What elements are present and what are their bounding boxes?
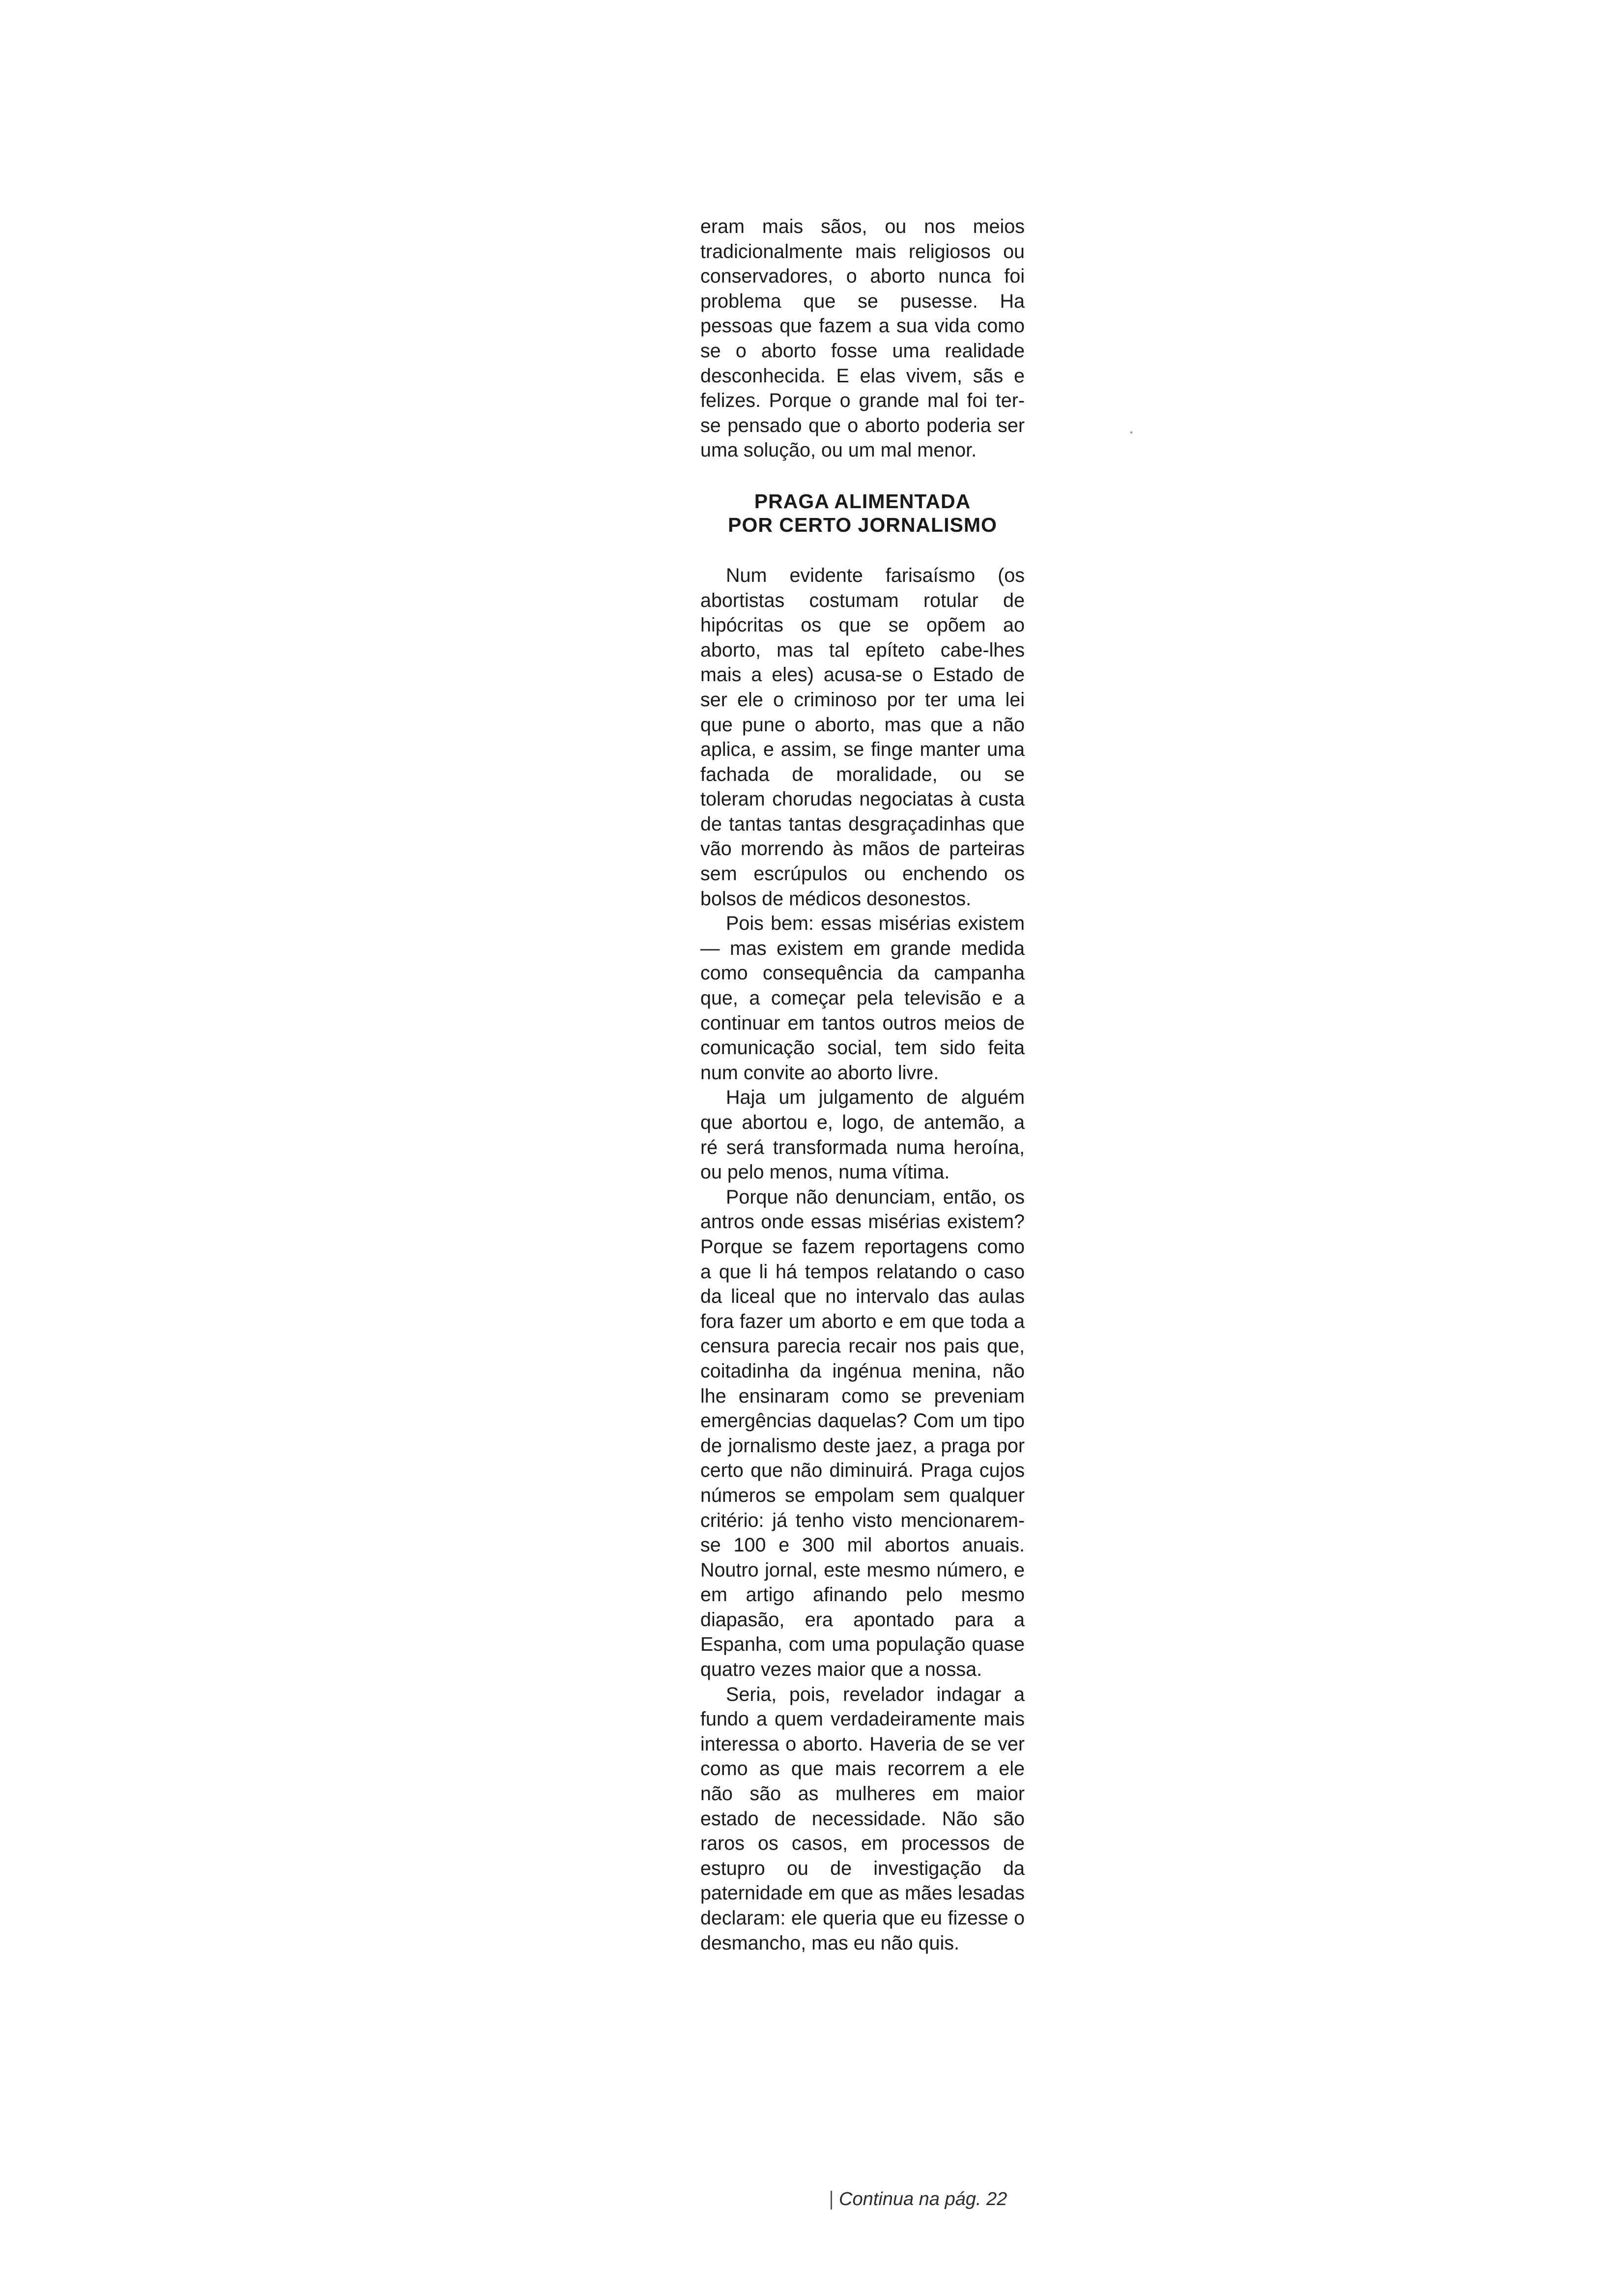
article-column (700, 214, 1025, 1955)
continuation-marker (831, 2191, 832, 2210)
continuation-text: Continua na pág. 22 (839, 2189, 1008, 2210)
article-paragraph-3: Haja um julgamento de alguém que abortou e, logo, de antemão, a ré será transformada numa heroína, ou pelo menos, numa vítima. (700, 1087, 1025, 1183)
article-paragraph-5: Seria, pois, revelador indagar a fundo a quem verdadeiramente mais interessa o aborto. Haveria de se ver como as que mais recorrem a ele não são as mulheres em maior estado de necessidade. Não são raros os casos, em processos de estupro ou de investigação da paternidade em que as mães lesadas declaram: ele queria que eu fizesse o desmancho, mas eu não quis. (700, 1683, 1025, 1954)
section-heading-line-1: PRAGA ALIMENTADA (754, 489, 971, 513)
article-paragraph-2: Pois bem: essas misérias existem — mas existem em grande medida como consequência da campanha que, a começar pela televisão e a continuar em tantos outros meios de comunicação social, tem sido feita num convite ao aborto livre. (700, 913, 1025, 1084)
continuation-note (831, 2189, 1027, 2210)
section-heading-line-2: POR CERTO JORNALISMO (728, 513, 997, 536)
article-paragraph-1: Num evidente farisaísmo (os abortistas costumam rotular de hipócritas os que se opõem ao aborto, mas tal epíteto cabe-lhes mais a eles) acusa-se o Estado de ser ele o criminoso por ter uma lei que pune o aborto, mas que a não aplica, e assim, se finge manter uma fachada de moralidade, ou se toleram chorudas negociatas à custa de tantas tantas desgraçadinhas que vão morrendo às mãos de parteiras sem escrúpulos ou enchendo os bolsos de médicos desonestos. (700, 564, 1025, 910)
print-speck (1130, 431, 1132, 433)
article-paragraph-4: Porque não denunciam, então, os antros onde essas misérias existem? Porque se fazem reportagens como a que li há tempos relatando o caso da liceal que no intervalo das aulas fora fazer um aborto e em que toda a censura parecia recair nos pais que, coitadinha da ingénua menina, não lhe ensinaram como se preveniam emergências daquelas? Com um tipo de jornalismo deste jaez, a praga por certo que não diminuirá. Praga cujos números se empolam sem qualquer critério: já tenho visto mencionarem-se 100 e 300 mil abortos anuais. Noutro jornal, este mesmo número, e em artigo afinando pelo mesmo diapasão, era apontado para a Espanha, com uma população quase quatro vezes maior que a nossa. (700, 1186, 1025, 1681)
article-paragraph-intro: eram mais sãos, ou nos meios tradicionalmente mais religiosos ou conservadores, o aborto nunca foi problema que se pusesse. Ha pessoas que fazem a sua vida como se o aborto fosse uma realidade desconhecida. E elas vivem, sãs e felizes. Porque o grande mal foi ter-se pensado que o aborto poderia ser uma solução, ou um mal menor. (700, 216, 1025, 461)
section-heading (700, 489, 1025, 537)
